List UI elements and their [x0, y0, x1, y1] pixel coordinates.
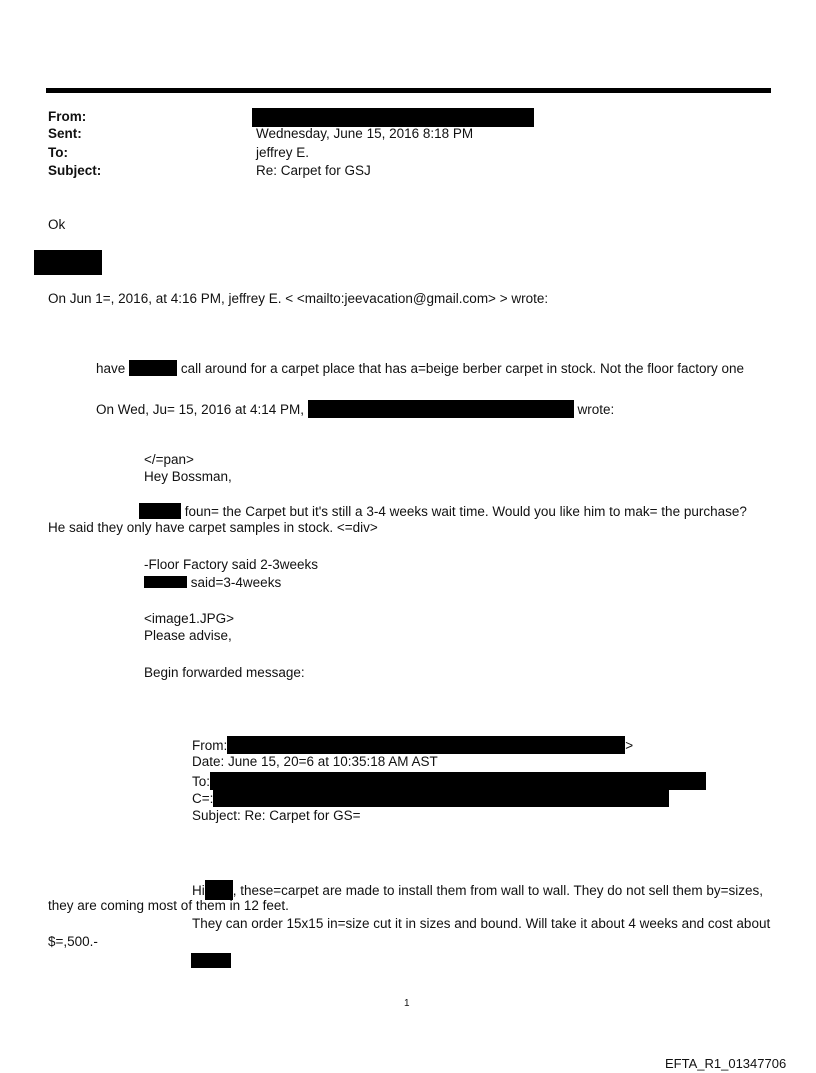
have-line	[96, 360, 744, 377]
header-rule	[46, 88, 771, 93]
subject-value: Re: Carpet for GSJ	[256, 163, 371, 178]
body-ok: Ok	[48, 217, 66, 232]
fwd-cc-label: C=:	[192, 791, 214, 806]
fwd-from-tail: >	[625, 738, 634, 753]
redaction-inline-3	[139, 503, 181, 519]
redaction-inline-2	[308, 400, 574, 418]
fwd-to-line	[192, 772, 706, 790]
from-label: From:	[48, 109, 87, 124]
redaction-fwd-to	[210, 772, 706, 790]
fwd-from-line	[192, 736, 633, 754]
image-attachment: <image1.JPG>	[144, 611, 235, 626]
reply-hi: Hi	[192, 883, 205, 898]
redaction-fwd-from	[227, 736, 625, 754]
redaction-reply-name	[205, 880, 233, 900]
floor-factory-line: -Floor Factory said 2-3weeks	[144, 557, 319, 572]
please-advise: Please advise,	[144, 628, 232, 643]
sent-label: Sent:	[48, 126, 82, 141]
fwd-cc-line	[192, 790, 669, 807]
pan-tag: </=pan>	[144, 452, 194, 467]
sent-value: Wednesday, June 15, 2016 8:18 PM	[256, 126, 474, 141]
greeting: Hey Bossman,	[144, 469, 232, 484]
subject-label: Subject:	[48, 163, 102, 178]
to-label: To:	[48, 145, 68, 160]
redaction-from	[252, 108, 534, 127]
fwd-to-label: To:	[192, 774, 211, 789]
reply-line-4: $=,500.-	[48, 934, 98, 949]
have-pre: have	[96, 361, 126, 376]
found-text-1: foun= the Carpet but it's still a 3-4 weeks wait time. Would you like him to mak= the purchase?	[184, 504, 747, 519]
on-wed-pre: On Wed, Ju= 15, 2016 at 4:14 PM,	[96, 402, 305, 417]
footer-id: EFTA_R1_01347706	[665, 1056, 787, 1071]
said-line	[144, 575, 281, 591]
redaction-reply-signature	[191, 953, 231, 968]
redaction-signature	[34, 250, 102, 275]
have-post: call around for a carpet place that has a=beige berber carpet in stock. Not the floor factory one	[180, 361, 745, 376]
found-line-2: He said they only have carpet samples in stock. <=div>	[48, 520, 378, 535]
begin-forwarded: Begin forwarded message:	[144, 665, 305, 680]
to-value: jeffrey E.	[256, 145, 310, 160]
said-text: said=3-4weeks	[190, 575, 282, 590]
reply-line-1	[192, 880, 763, 900]
reply-hi-post: , these=carpet are made to install them from wall to wall. They do not sell them by=sizes,	[232, 883, 764, 898]
redaction-inline-4	[144, 576, 187, 588]
page-number: 1	[404, 998, 410, 1009]
reply-line-2: they are coming most of them in 12 feet.	[48, 898, 289, 913]
found-line-1	[139, 503, 747, 520]
fwd-subject: Subject: Re: Carpet for GS=	[192, 808, 361, 823]
fwd-from-label: From:	[192, 738, 228, 753]
redaction-fwd-cc	[213, 790, 669, 807]
redaction-inline-1	[129, 360, 177, 376]
on-wed-post: wrote:	[577, 402, 615, 417]
fwd-date: Date: June 15, 20=6 at 10:35:18 AM AST	[192, 754, 438, 769]
quoted-header-1: On Jun 1=, 2016, at 4:16 PM, jeffrey E. < <mailto:jeevacation@gmail.com> > wrote:	[48, 291, 549, 306]
reply-line-3: They can order 15x15 in=size cut it in sizes and bound. Will take it about 4 weeks and cost about	[192, 916, 771, 931]
quoted-header-2	[96, 400, 614, 418]
